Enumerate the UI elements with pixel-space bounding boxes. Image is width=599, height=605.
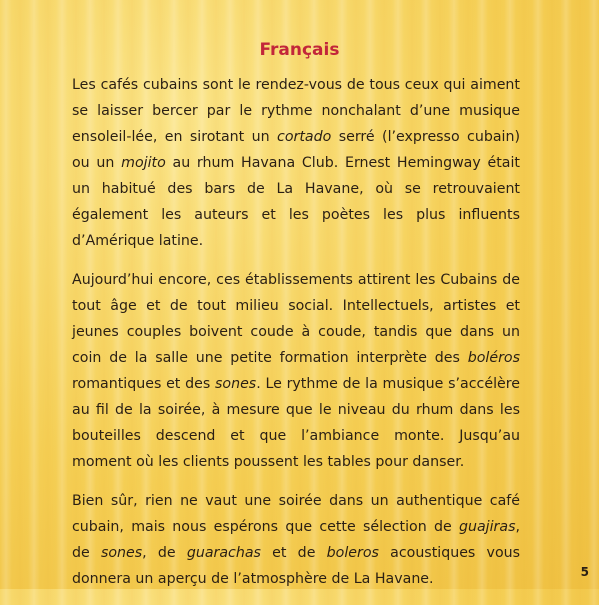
text-segment: , de	[72, 519, 520, 561]
paragraph-2	[72, 267, 520, 475]
italic-term: guajiras	[458, 519, 516, 535]
text-segment: et de	[260, 545, 327, 561]
text-segment: acoustiques vous donnera un aperçu de l’atmosphère de La Havane.	[72, 545, 521, 587]
section-title: Français	[259, 40, 340, 60]
italic-term: sones	[215, 376, 257, 392]
text-segment: romantiques et des	[72, 376, 215, 392]
body-text	[72, 72, 520, 605]
page-number: 5	[580, 565, 589, 579]
text-segment: Les cafés cubains sont le rendez-vous de tous ceux qui aiment se laisser bercer par le rythme nonchalant d’une musique ensoleil-lée, en sirotant un	[72, 77, 520, 145]
text-segment: Bien sûr, rien ne vaut une soirée dans un authentique café cubain, mais nous espérons que cette sélection de	[72, 493, 520, 535]
text-segment: serré (l’expresso cubain) ou un	[72, 129, 520, 171]
text-segment: au rhum Havana Club. Ernest Hemingway était un habitué des bars de La Havane, où se retrouvaient également les auteurs et les poètes les plus influents d’Amérique latine.	[72, 155, 520, 249]
text-segment: Aujourd’hui encore, ces établissements attirent les Cubains de tout âge et de tout milieu social. Intellectuels, artistes et jeunes couples boivent coude à coude, tandis que dans un coin de la salle une petite formation interprète des	[72, 272, 520, 366]
text-segment: , de	[142, 545, 187, 561]
paragraph-3	[72, 488, 520, 592]
italic-term: mojito	[121, 155, 166, 171]
italic-term: boleros	[326, 545, 379, 561]
paragraph-1	[72, 72, 520, 254]
italic-term: guarachas	[186, 545, 261, 561]
text-segment: . Le rythme de la musique s’accélère au fil de la soirée, à mesure que le niveau du rhum dans les bouteilles descend et que l’ambiance monte. Jusqu’au moment où les clients poussent les tables pour danser.	[72, 376, 520, 470]
italic-term: sones	[100, 545, 143, 561]
italic-term: boléros	[467, 350, 520, 366]
italic-term: cortado	[277, 129, 332, 145]
